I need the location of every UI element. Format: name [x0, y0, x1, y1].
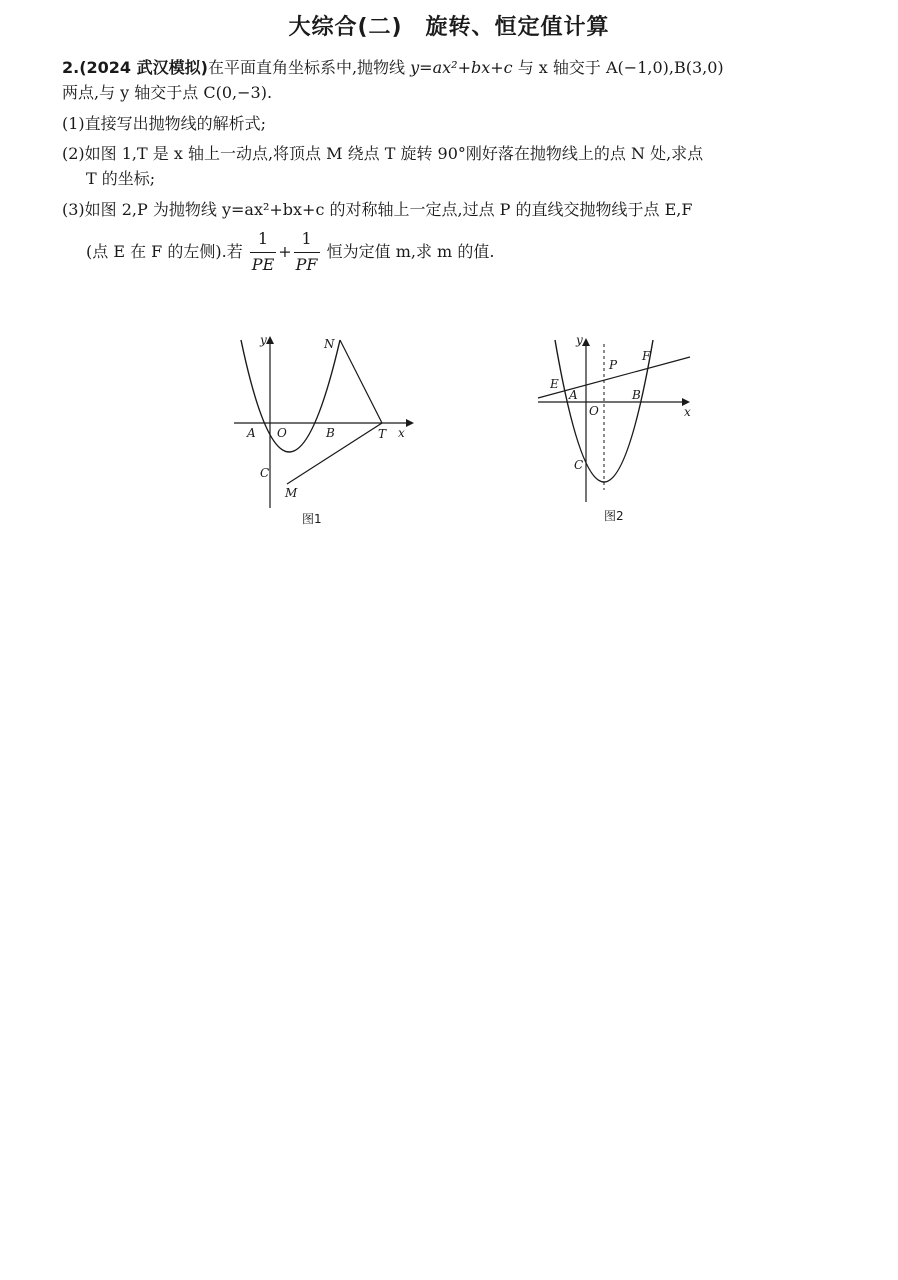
figure-1-label-t: T: [378, 427, 387, 441]
question-2: (2)如图 1,T 是 x 轴上一动点,将顶点 M 绕点 T 旋转 90°刚好落在抛物线上的点 N 处,求点: [62, 144, 704, 164]
stem-text-1a: 在平面直角坐标系中,抛物线: [207, 58, 406, 77]
question-1: (1)直接写出抛物线的解析式;: [62, 113, 267, 133]
stem-line-1: [62, 56, 842, 81]
figure-2-label-b: B: [632, 388, 641, 402]
figure-1-label-n: N: [324, 337, 335, 351]
fraction-1-over-pf: [294, 227, 320, 278]
figure-2-label-f: F: [642, 349, 651, 363]
figure-1-diagram: [230, 330, 420, 530]
figure-2: [532, 330, 702, 530]
figure-2-label-c: C: [574, 458, 584, 472]
figure-1-label-o: O: [277, 426, 287, 440]
fraction-1-numerator: 1: [250, 227, 276, 253]
figure-1-label-a: A: [247, 426, 256, 440]
question-3-text-a: (点 E 在 F 的左侧).若: [86, 241, 243, 261]
stem-line-2: 两点,与 y 轴交于点 C(0,−3).: [62, 82, 273, 102]
figure-1-label-x: x: [398, 426, 405, 440]
figure-2-label-a: A: [569, 388, 578, 402]
question-3-text-b: 恒为定值 m,求 m 的值.: [326, 241, 495, 261]
problem-source: (2024 武汉模拟): [79, 58, 208, 77]
figure-1-caption: 图1: [302, 512, 322, 526]
figure-2-label-o: O: [589, 404, 599, 418]
figure-1-label-c: C: [260, 466, 270, 480]
figure-2-caption: 图2: [604, 509, 624, 523]
fraction-2-numerator: 1: [294, 227, 320, 253]
figure-1-x-arrow: [406, 419, 414, 427]
question-3-cont: [62, 227, 842, 278]
figure-1-y-arrow: [266, 336, 274, 344]
figure-1-label-y: y: [260, 333, 267, 347]
stem-text-1b: 与 x 轴交于 A(−1,0),B(3,0): [517, 58, 724, 77]
question-3: (3)如图 2,P 为抛物线 y=ax²+bx+c 的对称轴上一定点,过点 P 的直线交抛物线于点 E,F: [62, 199, 693, 219]
figure-1-label-m: M: [285, 486, 298, 500]
figure-1-label-b: B: [326, 426, 335, 440]
problem-2: [62, 56, 842, 277]
figure-2-y-arrow: [582, 338, 590, 346]
parabola-equation: y=ax²+bx+c: [410, 58, 513, 77]
figure-2-label-p: P: [609, 358, 618, 372]
figure-2-diagram: [532, 330, 702, 530]
page-title: 大综合(二) 旋转、恒定值计算: [288, 15, 610, 40]
figure-2-label-y: y: [576, 333, 583, 347]
figure-2-label-e: E: [550, 377, 559, 391]
fraction-1-over-pe: [250, 227, 276, 278]
problem-number: 2.: [62, 58, 80, 77]
fraction-1-denominator: PE: [251, 254, 275, 274]
fraction-2-denominator: PF: [295, 254, 318, 274]
figure-1: [230, 330, 420, 530]
figure-2-label-x: x: [684, 405, 691, 419]
question-2-cont: T 的坐标;: [86, 169, 156, 189]
plus-sign: +: [278, 241, 292, 261]
